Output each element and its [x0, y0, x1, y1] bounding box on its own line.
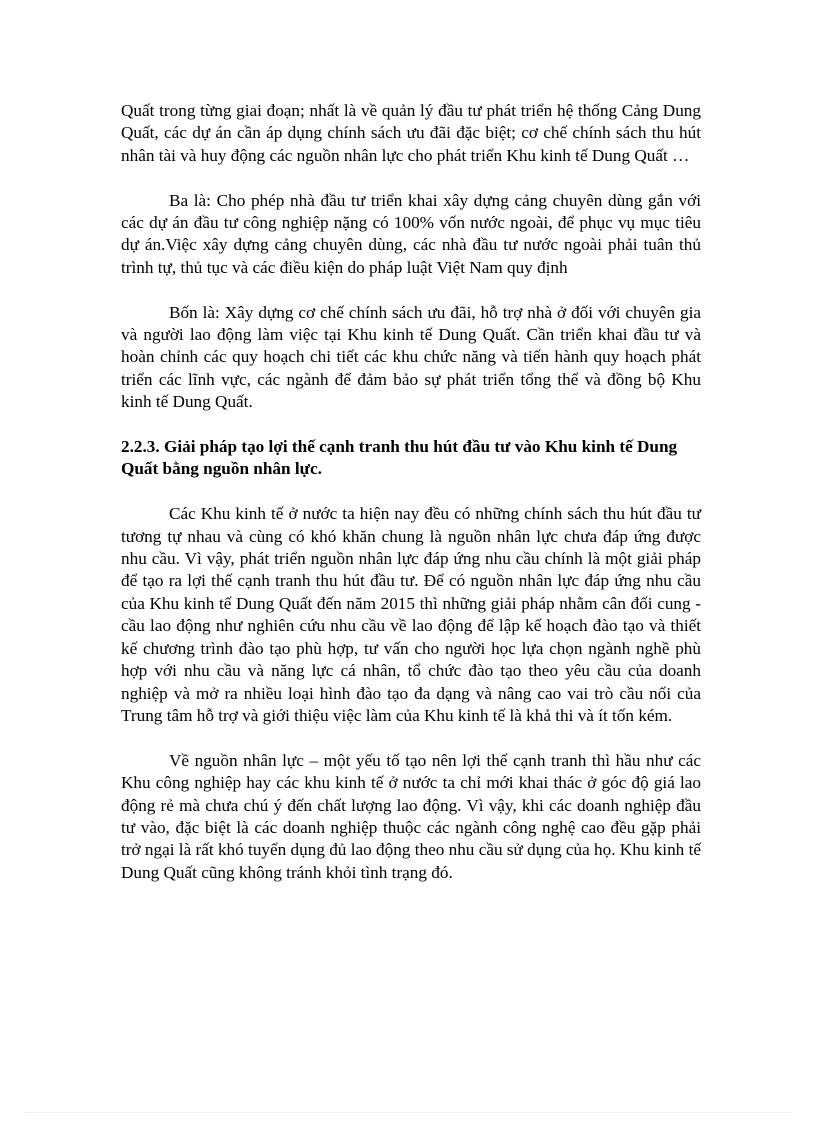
- section-heading-2-2-3: 2.2.3. Giải pháp tạo lợi thế cạnh tranh thu hút đầu tư vào Khu kinh tế Dung Quất bằng nguồn nhân lực.: [121, 437, 678, 479]
- document-body: [121, 100, 701, 907]
- paragraph-ba-la: Ba là: Cho phép nhà đầu tư triển khai xây dựng cảng chuyên dùng gắn với các dự án đầu tư công nghiệp nặng có 100% vốn nước ngoài, để phục vụ mục tiêu dự án.Việc xây dựng cảng chuyên dùng, các nhà đầu tư nước ngoài phải tuân thủ trình tự, thủ tục và các điều kiện do pháp luật Việt Nam quy định: [121, 190, 701, 277]
- paragraph-cac-khu-kinh-te: Các Khu kinh tế ở nước ta hiện nay đều có những chính sách thu hút đầu tư tương tự nhau và cùng có khó khăn chung là nguồn nhân lực chưa đáp ứng được nhu cầu. Vì vậy, phát triển nguồn nhân lực đáp ứng nhu cầu chính là một giải pháp để tạo ra lợi thế cạnh tranh thu hút đầu tư. Để có nguồn nhân lực đáp ứng nhu cầu của Khu kinh tế Dung Quất đến năm 2015 thì những giải pháp nhằm cân đối cung - cầu lao động như nghiên cứu nhu cầu về lao động để lập kế hoạch đào tạo và thiết kế chương trình đào tạo phù hợp, tư vấn cho người học lựa chọn ngành nghề phù hợp với nhu cầu và năng lực cá nhân, tổ chức đào tạo theo yêu cầu của doanh nghiệp và mở ra nhiều loại hình đào tạo đa dạng và nâng cao vai trò cầu nối của Trung tâm hỗ trợ và giới thiệu việc làm của Khu kinh tế là khả thi và ít tốn kém.: [121, 504, 701, 725]
- paragraph-continuation: Quất trong từng giai đoạn; nhất là về quản lý đầu tư phát triển hệ thống Cảng Dung Quất, các dự án cần áp dụng chính sách ưu đãi đặc biệt; cơ chế chính sách thu hút nhân tài và huy động các nguồn nhân lực cho phát triển Khu kinh tế Dung Quất …: [121, 101, 701, 165]
- paragraph-ve-nguon-nhan-luc: Về nguồn nhân lực – một yếu tố tạo nên lợi thế cạnh tranh thì hầu như các Khu công nghiệp hay các khu kinh tế ở nước ta chỉ mới khai thác ở góc độ giá lao động rẻ mà chưa chú ý đến chất lượng lao động. Vì vậy, khi các doanh nghiệp đầu tư vào, đặc biệt là các doanh nghiệp thuộc các ngành công nghệ cao đều gặp phải trở ngại là rất khó tuyển dụng đủ lao động theo nhu cầu sử dụng của họ. Khu kinh tế Dung Quất cũng không tránh khỏi tình trạng đó.: [121, 750, 701, 882]
- page-bottom-divider: [24, 1112, 792, 1113]
- paragraph-bon-la: Bốn là: Xây dựng cơ chế chính sách ưu đãi, hỗ trợ nhà ở đối với chuyên gia và người lao động làm việc tại Khu kinh tế Dung Quất. Cần triển khai đầu tư và hoàn chỉnh các quy hoạch chi tiết các khu chức năng và tiến hành quy hoạch phát triển các lĩnh vực, các ngành để đảm bảo sự phát triển tổng thể và đồng bộ Khu kinh tế Dung Quất.: [121, 302, 701, 412]
